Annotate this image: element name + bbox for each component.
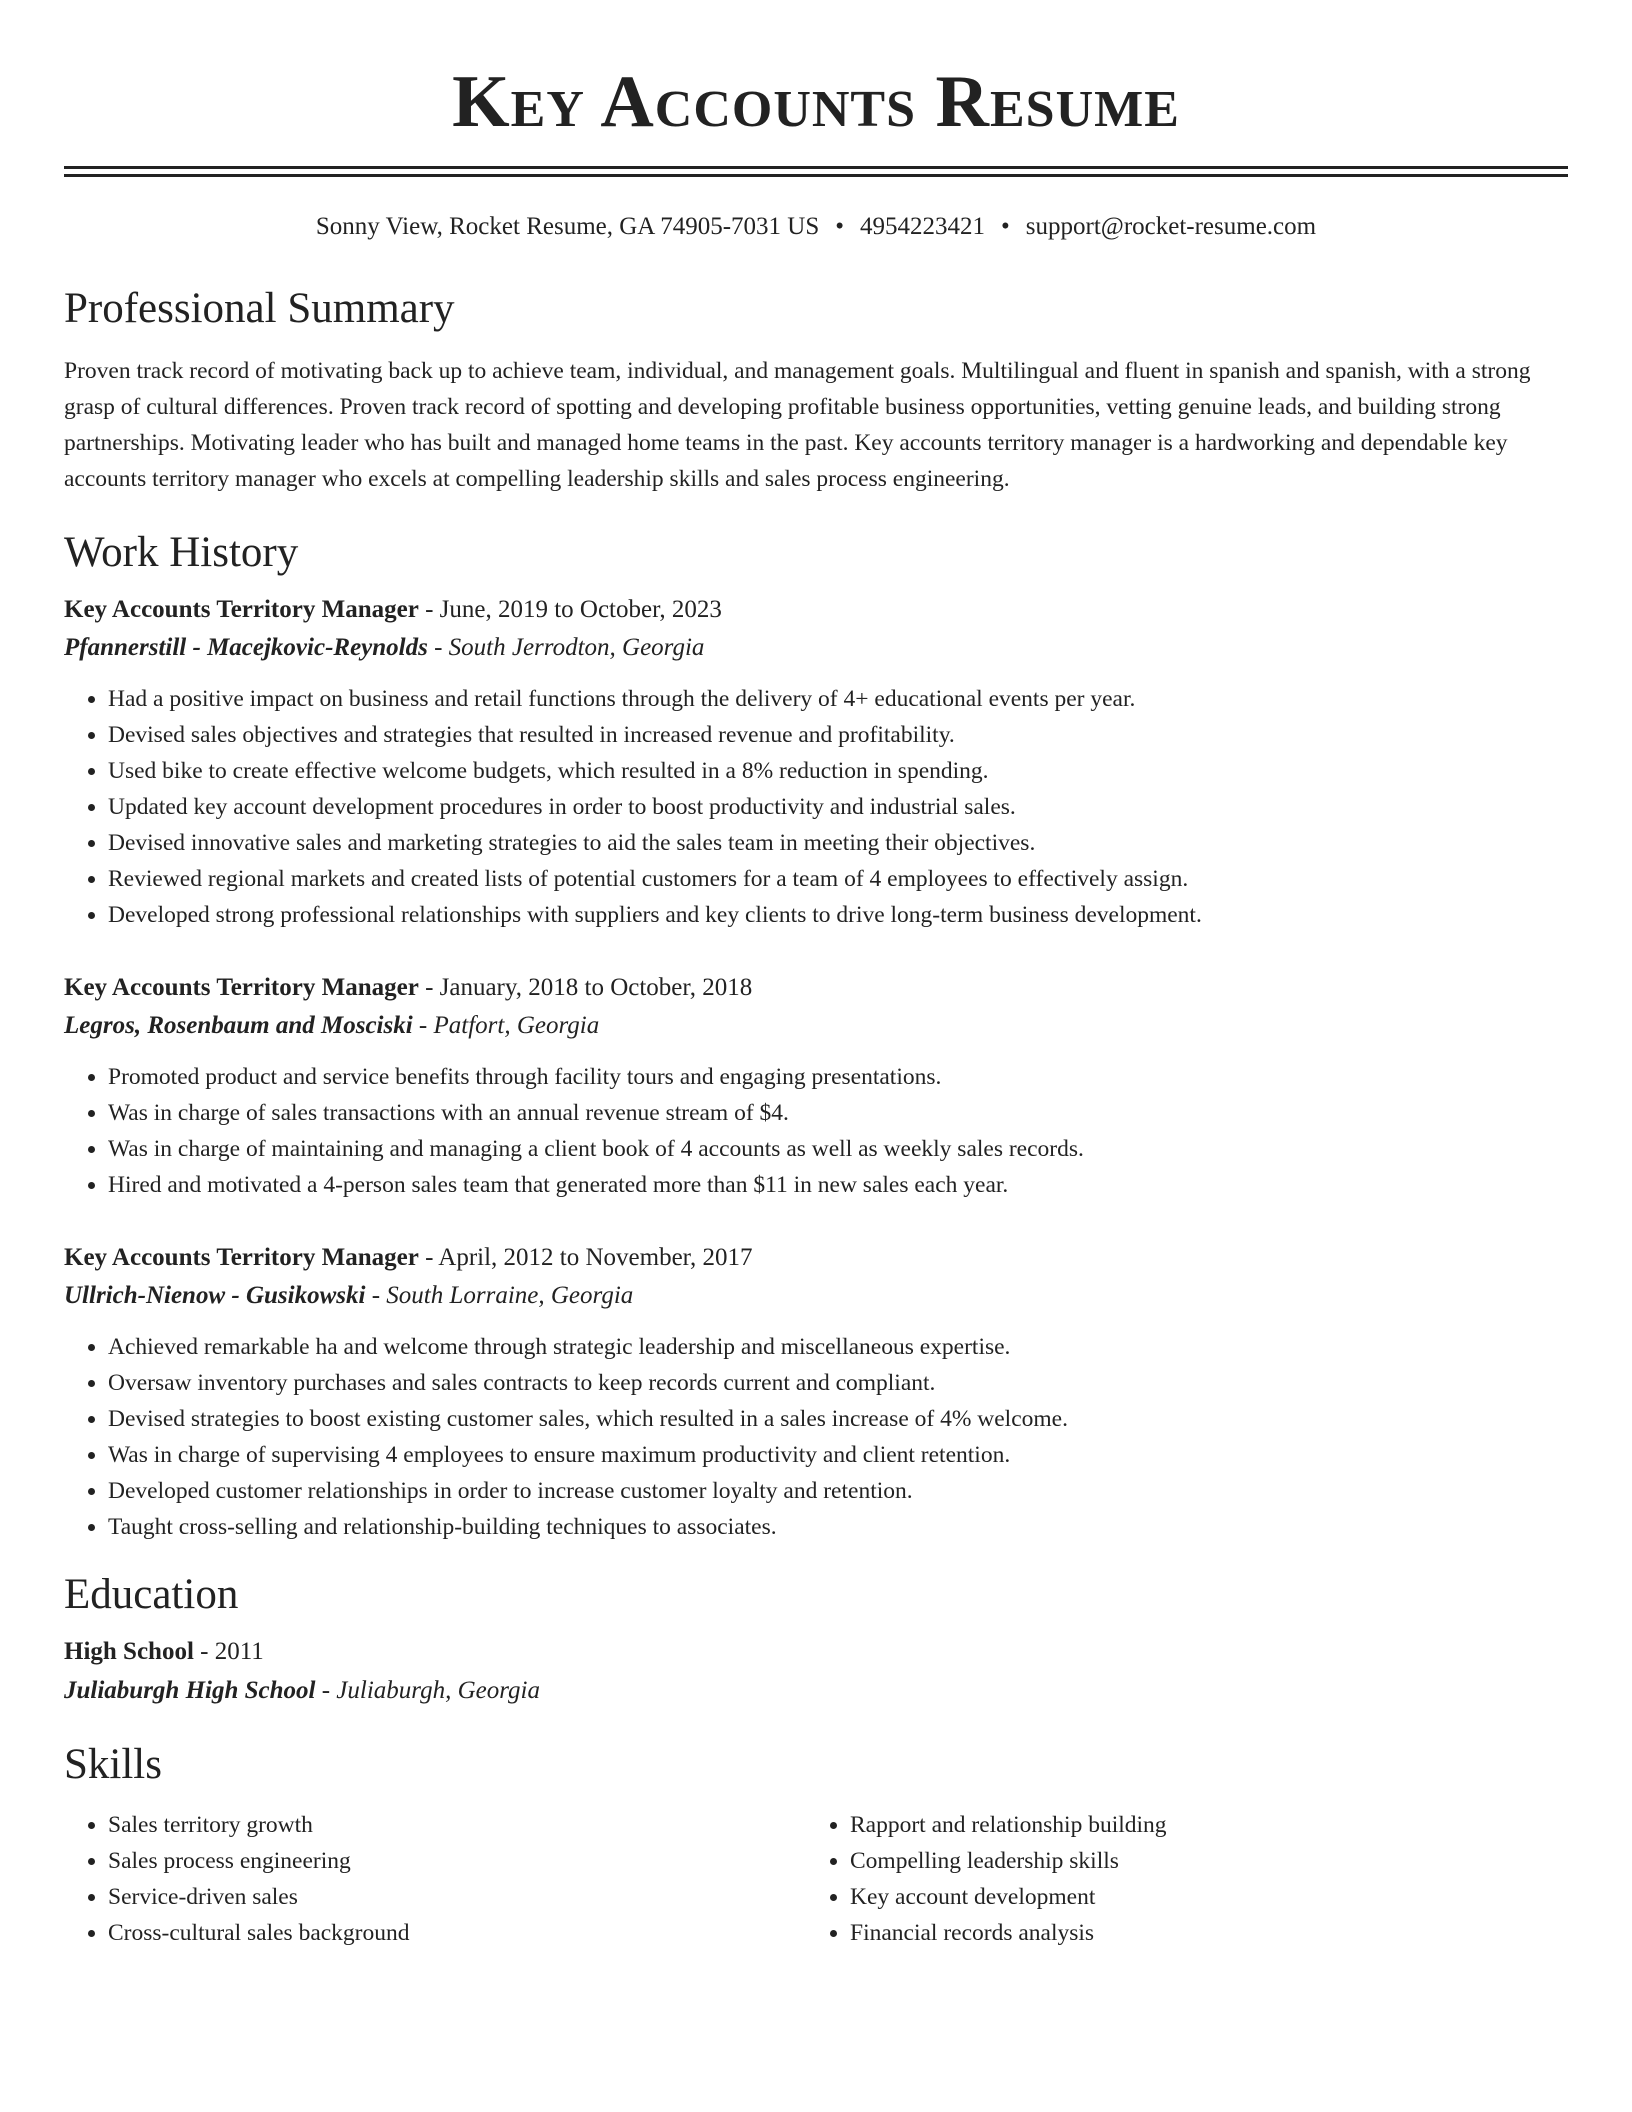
list-item: • Was in charge of supervising 4 employees to ensure maximum productivity and client retention. [108, 1437, 1568, 1473]
list-item: • Hired and motivated a 4-person sales team that generated more than $11 in new sales each year. [108, 1167, 1568, 1203]
contact-separator: • [1001, 213, 1010, 240]
job-location: - South Jerrodton, Georgia [427, 634, 705, 661]
job-company: Ullrich-Nienow - Gusikowski [64, 1282, 366, 1309]
summary-text: Proven track record of motivating back up to achieve team, individual, and management goals. Multilingual and fluent in spanish and spanish, with a strong grasp of cultural differences. Proven track record of spotting and developing profitable business opportunities, vetting genuine leads, and building strong partnerships. Motivating leader who has built and managed home teams in the past. Key accounts territory manager is a hardworking and dependable key accounts territory manager who excels at compelling leadership skills and sales process engineering. [64, 358, 1531, 492]
list-item: • Devised sales objectives and strategies that resulted in increased revenue and profitability. [108, 717, 1568, 753]
section-heading-skills: Skills [64, 1741, 162, 1788]
title-divider-top [64, 166, 1568, 169]
list-item: • Achieved remarkable ha and welcome through strategic leadership and miscellaneous expertise. [108, 1329, 1568, 1365]
education-year: - 2011 [193, 1638, 264, 1665]
job-company-line [64, 1007, 1568, 1045]
section-heading-work-history: Work History [64, 529, 299, 576]
job-header [64, 969, 1568, 1007]
list-item: • Had a positive impact on business and retail functions through the delivery of 4+ educational events per year. [108, 681, 1568, 717]
education-degree: High School [64, 1638, 194, 1665]
skill-item: • Sales process engineering [108, 1843, 806, 1879]
job-title: Key Accounts Territory Manager [64, 596, 419, 623]
list-item: • Reviewed regional markets and created lists of potential customers for a team of 4 employees to effectively assign. [108, 861, 1568, 897]
list-item: • Oversaw inventory purchases and sales contracts to keep records current and compliant. [108, 1365, 1568, 1401]
job-dates: - April, 2012 to November, 2017 [418, 1244, 753, 1271]
job-company-line [64, 1277, 1568, 1315]
job-title: Key Accounts Territory Manager [64, 1244, 419, 1271]
job-header [64, 591, 1568, 629]
job-company-line [64, 629, 1568, 667]
list-item: • Devised strategies to boost existing customer sales, which resulted in a sales increase of 4% welcome. [108, 1401, 1568, 1437]
skill-item: • Key account development [850, 1879, 1548, 1915]
skill-item: • Financial records analysis [850, 1915, 1548, 1951]
list-item: • Taught cross-selling and relationship-building techniques to associates. [108, 1509, 1568, 1545]
skills-column-right [806, 1807, 1548, 1951]
education-school: Juliaburgh High School [64, 1677, 316, 1704]
job-header [64, 1239, 1568, 1277]
job-dates: - June, 2019 to October, 2023 [418, 596, 722, 623]
job-title: Key Accounts Territory Manager [64, 974, 419, 1001]
job-location: - Patfort, Georgia [412, 1012, 600, 1039]
education-school-line [64, 1671, 1568, 1711]
job-entry [64, 1239, 1568, 1545]
skill-item: • Sales territory growth [108, 1807, 806, 1843]
skill-item: • Rapport and relationship building [850, 1807, 1548, 1843]
job-entry [64, 969, 1568, 1203]
job-bullets [64, 1329, 1568, 1545]
list-item: • Developed strong professional relationships with suppliers and key clients to drive long-term business development. [108, 897, 1568, 933]
contact-address: Sonny View, Rocket Resume, GA 74905-7031 US [315, 213, 820, 240]
contact-phone: 4954223421 [860, 213, 986, 240]
job-company: Legros, Rosenbaum and Mosciski [64, 1012, 413, 1039]
list-item: • Developed customer relationships in order to increase customer loyalty and retention. [108, 1473, 1568, 1509]
job-dates: - January, 2018 to October, 2018 [418, 974, 753, 1001]
job-entry [64, 591, 1568, 933]
section-heading-education: Education [64, 1571, 239, 1618]
list-item: • Was in charge of maintaining and managing a client book of 4 accounts as well as weekly sales records. [108, 1131, 1568, 1167]
job-location: - South Lorraine, Georgia [365, 1282, 634, 1309]
skills-grid [64, 1807, 1568, 1951]
job-bullets [64, 1059, 1568, 1203]
list-item: • Used bike to create effective welcome budgets, which resulted in a 8% reduction in spending. [108, 753, 1568, 789]
contact-email[interactable]: support@rocket-resume.com [1025, 213, 1317, 240]
resume-title: Key Accounts Resume [452, 61, 1180, 143]
list-item: • Promoted product and service benefits through facility tours and engaging presentations. [108, 1059, 1568, 1095]
list-item: • Updated key account development procedures in order to boost productivity and industrial sales. [108, 789, 1568, 825]
contact-line [64, 211, 1568, 243]
skill-item: • Service-driven sales [108, 1879, 806, 1915]
job-bullets [64, 681, 1568, 933]
skill-item: • Compelling leadership skills [850, 1843, 1548, 1879]
job-company: Pfannerstill - Macejkovic-Reynolds [64, 634, 428, 661]
skills-column-left [64, 1807, 806, 1951]
list-item: • Was in charge of sales transactions with an annual revenue stream of $4. [108, 1095, 1568, 1131]
education-header [64, 1633, 1568, 1671]
contact-separator: • [835, 213, 845, 240]
skills-list [64, 1807, 806, 1951]
section-heading-summary: Professional Summary [64, 285, 455, 332]
education-location: - Juliaburgh, Georgia [315, 1677, 540, 1704]
skill-item: • Cross-cultural sales background [108, 1915, 806, 1951]
title-divider-bottom [64, 174, 1568, 177]
skills-list [806, 1807, 1548, 1951]
list-item: • Devised innovative sales and marketing strategies to aid the sales team in meeting their objectives. [108, 825, 1568, 861]
